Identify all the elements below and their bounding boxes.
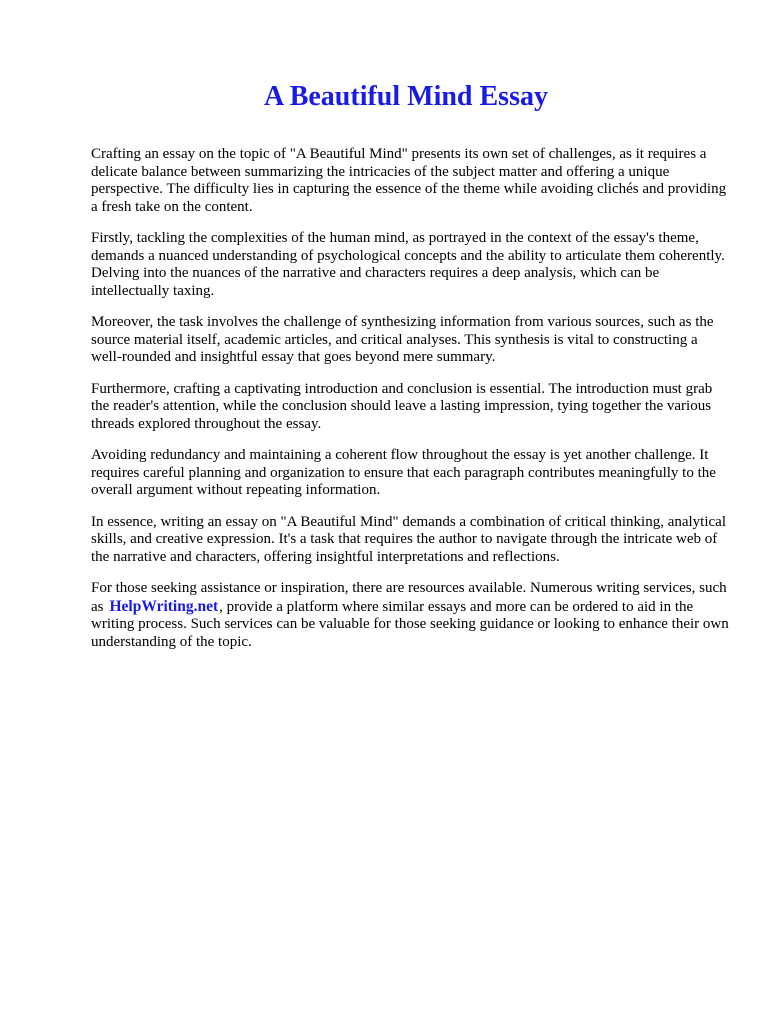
page-title: A Beautiful Mind Essay (264, 81, 548, 112)
paragraph-7 (91, 580, 731, 651)
paragraph-2: Firstly, tackling the complexities of the human mind, as portrayed in the context of the essay's theme, demands a nuanced understanding of psychological concepts and the ability to articulate them coherently. Delving into the nuances of the narrative and characters requires a deep analysis, which can be intellectually taxing. (91, 230, 725, 299)
paragraph-6: In essence, writing an essay on "A Beautiful Mind" demands a combination of critical thinking, analytical skills, and creative expression. It's a task that requires the author to navigate through the intricate web of the narrative and characters, offering insightful interpretations and reflections. (91, 513, 727, 565)
paragraph-3: Moreover, the task involves the challenge of synthesizing information from various sources, such as the source material itself, academic articles, and critical analyses. This synthesis is vital to constructing a well-rounded and insightful essay that goes beyond mere summary. (91, 314, 714, 365)
essay-body (91, 146, 731, 665)
paragraph-7-before-link: For those seeking assistance or inspiration, there are resources available. Numerous writing services, such as (91, 580, 727, 615)
paragraph-4: Furthermore, crafting a captivating introduction and conclusion is essential. The introduction must grab the reader's attention, while the conclusion should leave a lasting impression, tying together the various threads explored throughout the essay. (91, 380, 713, 432)
paragraph-7-after-link: , provide a platform where similar essays and more can be ordered to aid in the writing process. Such services can be valuable for those seeking guidance or looking to enhance their own understanding of the topic. (91, 598, 729, 650)
helpwriting-link[interactable]: HelpWriting.net (109, 597, 219, 615)
paragraph-5: Avoiding redundancy and maintaining a coherent flow throughout the essay is yet another challenge. It requires careful planning and organization to ensure that each paragraph contributes meaningfully to the overall argument without repeating information. (91, 447, 716, 498)
paragraph-1: Crafting an essay on the topic of "A Beautiful Mind" presents its own set of challenges, as it requires a delicate balance between summarizing the intricacies of the subject matter and offering a unique perspective. The difficulty lies in capturing the essence of the theme while avoiding clichés and providing a fresh take on the content. (91, 146, 727, 215)
